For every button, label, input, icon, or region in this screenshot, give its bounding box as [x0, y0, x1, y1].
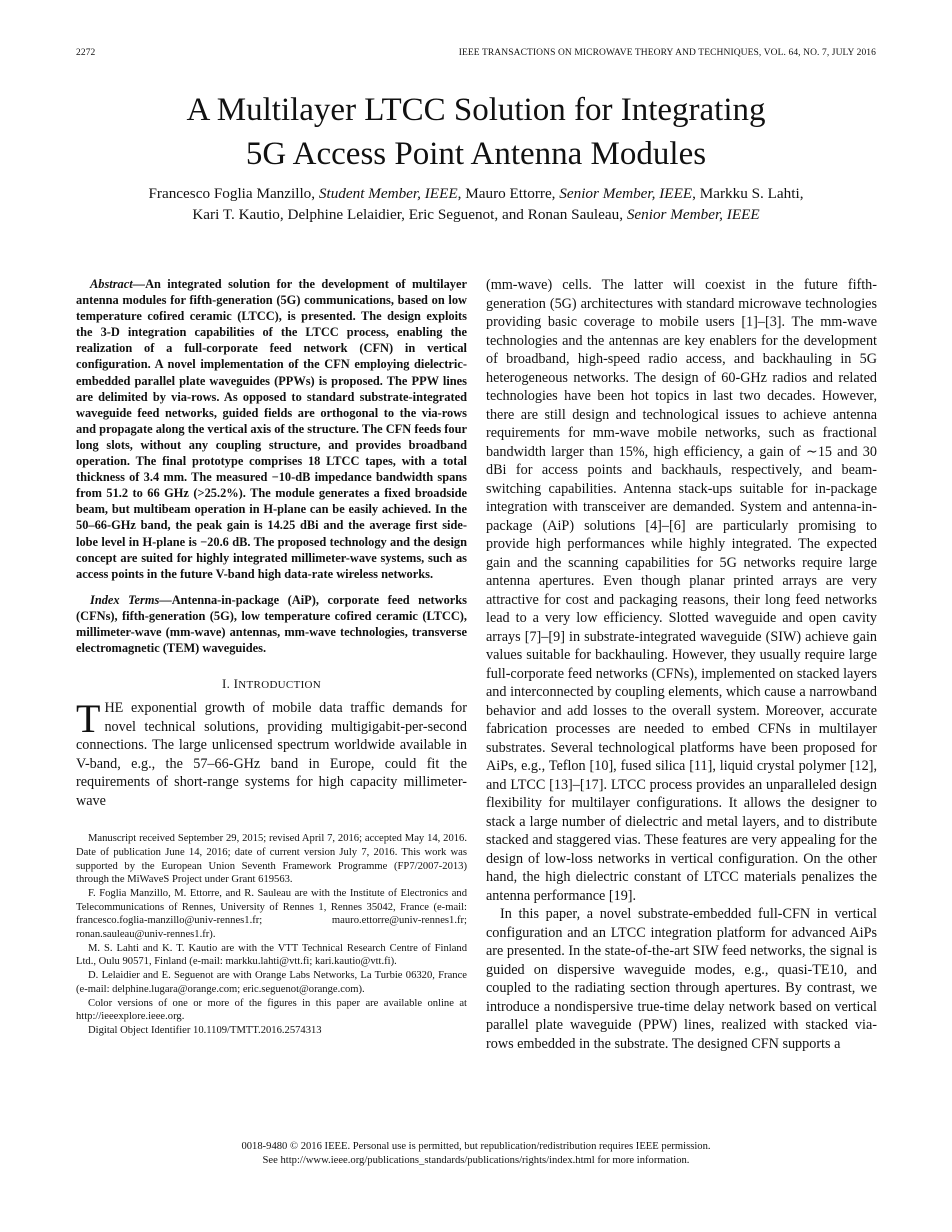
author-1: Francesco Foglia Manzillo, — [148, 185, 319, 202]
right-paragraph-2: In this paper, a novel substrate-embedded full-CFN in vertical configuration and an LTCC integration platform for advanced AiPs are presented. In the state-of-the-art SIW feed networks, the signal is guided on dispersive waveguide modes, e.g., quasi-TE10, and coupled to the radiating section through apertures. By contrast, we introduce a nondispersive true-time delay network based on vertical parallel plate waveguide (PPW) lines, realized with stacked via-rows embedded in the substrate. The designed CFN supports a — [486, 906, 877, 1052]
page-number: 2272 — [76, 48, 96, 58]
footnote-affiliation-2: M. S. Lahti and K. T. Kautio are with the VTT Technical Research Centre of Finland Ltd., Oulu 90571, Finland (e-mail: markku.lahti@vtt.fi; kari.kautio@vtt.fi). — [76, 942, 467, 968]
paper-title — [76, 88, 876, 176]
footer-line-1: 0018-9480 © 2016 IEEE. Personal use is permitted, but republication/redistribution requires IEEE permission. — [241, 1141, 711, 1152]
author-4-role: Senior Member, IEEE — [626, 206, 760, 223]
left-column — [76, 276, 467, 1038]
title-line-1: A Multilayer LTCC Solution for Integrating — [186, 92, 766, 128]
author-4: Kari T. Kautio, Delphine Lelaidier, Eric Seguenot, and Ronan Sauleau, — [192, 206, 627, 223]
right-column — [486, 276, 877, 1053]
abstract — [76, 276, 467, 582]
footnote-manuscript: Manuscript received September 29, 2015; revised April 7, 2016; accepted May 14, 2016. Date of publication June 14, 2016; date of current version July 7, 2016. This work was supported by the European Union Seventh Framework Programme (FP7/2007-2013) through the MiWaveS Project under Grant 619563. — [76, 833, 467, 886]
footnote-color: Color versions of one or more of the figures in this paper are available online at http://ieeexplore.ieee.org. — [76, 997, 467, 1023]
author-1-role: Student Member, IEEE — [318, 185, 458, 202]
author-line-1 — [76, 183, 876, 204]
title-line-2: 5G Access Point Antenna Modules — [245, 136, 707, 172]
footnote-affiliation-1: F. Foglia Manzillo, M. Ettorre, and R. Sauleau are with the Institute of Electronics and Telecommunications of Rennes, University of Rennes 1, Rennes 35042, France (e-mail: francesco.foglia-manzillo@univ-rennes1.fr; mauro.ettorre@univ-rennes1.fr; ronan.sauleau@univ-rennes1.fr). — [76, 887, 467, 941]
index-terms-label: Index Terms— — [90, 592, 172, 607]
author-list — [76, 183, 876, 225]
footnotes — [76, 832, 467, 1038]
author-2: , Mauro Ettorre, — [457, 185, 560, 202]
right-column-body — [486, 276, 877, 1053]
footnote-affiliation-3: D. Lelaidier and E. Seguenot are with Orange Labs Networks, La Turbie 06320, France (e-mail: delphine.lugara@orange.com; eric.seguenot@orange.com). — [76, 970, 467, 995]
index-terms — [76, 592, 467, 656]
right-paragraph-1: (mm-wave) cells. The latter will coexist in the future fifth-generation (5G) architectures with standard microwave technologies providing basic coverage to mobile users [1]–[3]. The mm-wave technologies and the antennas are key enablers for the development of broadband, high-speed radio access, and backhauling in 5G heterogeneous networks. The design of 60-GHz radios and related technologies have been hot topics in last two decades. However, there are still design and technological issues to achieve antenna requirements for mm-wave mobile networks, such as fractional bandwidth larger than 15%, high efficiency, a gain of ∼15 and 30 dBi for access points and backhauls, respectively, and beam-switching capabilities. Antenna stack-ups suitable for in-package integration with transceiver are demanded. System and antenna-in-package (AiP) solutions [4]–[6] are particularly promising to provide high performances while highly integrated. The expected gain and the scanning capabilities for 5G networks require large antenna apertures. Even though planar printed arrays are very attractive for cost and packaging reasons, their long feed networks lead to a very low efficiency. Slotted waveguide and open cavity arrays [7]–[9] in substrate-integrated waveguide (SIW) achieve gain values suitable for backhauling. However, they usually require large full-corporate feed networks (CFNs), implemented on stacked layers and interconnected by coupling elements, which cause a narrowband behavior and add losses to the overall system. Moreover, accurate fabrication processes are needed to embed CFNs in multilayer substrates. Several technological platforms have been proposed for AiPs, e.g., Teflon [10], fused silica [11], liquid crystal polymer [12], and LTCC [13]–[17]. LTCC process provides an unparalleled design flexibility for multilayer configurations. It allows the designer to stack a large number of dielectric and metal layers, and to distribute stacked and staggered vias. These features are very appealing for the design of low-loss networks in vertical configuration. On the other hand, the high dielectric constant of LTCC materials penalizes the antenna performance [19]. — [486, 277, 877, 904]
footer-line-2: See http://www.ieee.org/publications_standards/publications/rights/index.html for more information. — [262, 1155, 690, 1166]
copyright-footer — [76, 1140, 876, 1168]
index-terms-text: Antenna-in-package (AiP), corporate feed networks (CFNs), fifth-generation (5G), low temperature cofired ceramic (LTCC), millimeter-wave (mm-wave) antennas, mm-wave technologies, transverse electromagnetic (TEM) waveguides. — [76, 592, 467, 656]
footnote-doi: Digital Object Identifier 10.1109/TMTT.2016.2574313 — [88, 1025, 322, 1036]
journal-name: IEEE TRANSACTIONS ON MICROWAVE THEORY AND TECHNIQUES, VOL. 64, NO. 7, JULY 2016 — [458, 48, 876, 58]
dropcap: T — [76, 696, 101, 742]
section-heading-introduction: I. INTRODUCTION — [221, 676, 322, 692]
intro-text: HE exponential growth of mobile data traffic demands for novel technical solutions, providing multigigabit-per-second connections. The large unlicensed spectrum worldwide available in V-band, e.g., the 57–66-GHz band in Europe, could fit the requirements of short-range systems for high capacity millimeter-wave — [76, 700, 467, 809]
running-head — [76, 48, 876, 62]
abstract-text: An integrated solution for the development of multilayer antenna modules for fifth-generation (5G) communications, based on low temperature cofired ceramic (LTCC), is presented. The design exploits the 3-D integration capabilities of the LTCC process, enabling the realization of a full-corporate feed network (CFN) in vertical configuration. A novel implementation of the CFN employing dielectric-embedded parallel plate waveguides (PPWs) is proposed. The PPW lines are delimited by via-rows. As opposed to standard substrate-integrated waveguide feed networks, guided fields are orthogonal to the via-rows and propagate along the vertical axis of the structure. The CFN feeds four long slots, without any coupling structure, and provides broadband operation. The final prototype comprises 18 LTCC tapes, with a total thickness of 3.4 mm. The measured −10-dB impedance bandwidth spans from 51.2 to 66 GHz (>25.2%). The module generates a fixed broadside beam, but multibeam operation in H-plane can be easily achieved. In the 50–66-GHz band, the peak gain is 14.25 dBi and the average first side-lobe level in H-plane is −20.6 dB. The proposed technology and the design concept are suited for highly integrated millimeter-wave systems, such as access points in the future V-band high data-rate wireless networks. — [76, 277, 467, 581]
abstract-label: Abstract— — [90, 277, 146, 291]
author-line-2 — [76, 204, 876, 225]
intro-paragraph — [76, 696, 467, 810]
author-3: , Markku S. Lahti, — [692, 185, 804, 202]
author-2-role: Senior Member, IEEE — [559, 185, 693, 202]
